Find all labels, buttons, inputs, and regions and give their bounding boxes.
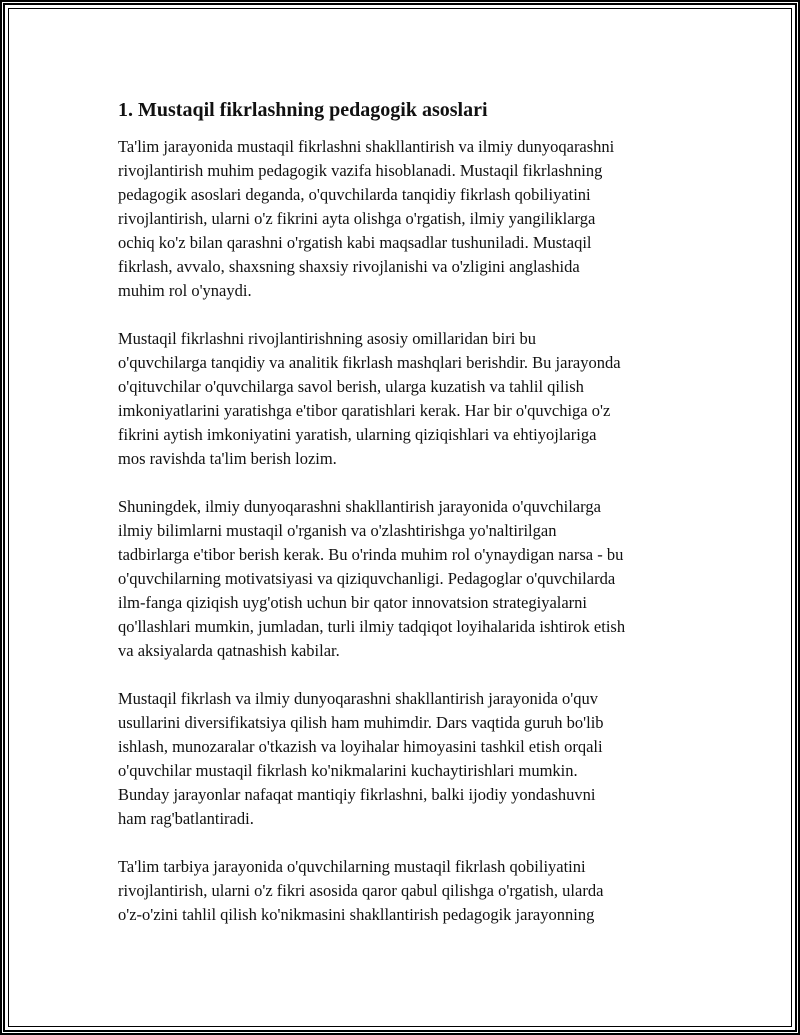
text-line: Mustaqil fikrlash va ilmiy dunyoqarashni shakllantirish jarayonida o'quv	[118, 689, 599, 708]
text-line: fikrlash, avvalo, shaxsning shaxsiy rivojlanishi va o'zligini anglashida	[118, 257, 580, 276]
text-line: Mustaqil fikrlashni rivojlantirishning asosiy omillaridan biri bu	[118, 329, 536, 348]
text-line: o'quvchilarga tanqidiy va analitik fikrlash mashqlari berishdir. Bu jarayonda	[118, 353, 621, 372]
text-line: ochiq ko'z bilan qarashni o'rgatish kabi maqsadlar tushuniladi. Mustaqil	[118, 233, 592, 252]
text-line: rivojlantirish, ularni o'z fikri asosida qaror qabul qilishga o'rgatish, ularda	[118, 881, 604, 900]
text-line: usullarini diversifikatsiya qilish ham muhimdir. Dars vaqtida guruh bo'lib	[118, 713, 604, 732]
text-line: ilm-fanga qiziqish uyg'otish uchun bir qator innovatsion strategiyalarni	[118, 593, 588, 612]
text-line: Ta'lim jarayonida mustaqil fikrlashni shakllantirish va ilmiy dunyoqarashni	[118, 137, 615, 156]
text-line: pedagogik asoslari deganda, o'quvchilarda tanqidiy fikrlash qobiliyatini	[118, 185, 591, 204]
text-line: mos ravishda ta'lim berish lozim.	[118, 449, 337, 468]
text-line: ham rag'batlantiradi.	[118, 809, 254, 828]
text-line: ishlash, munozaralar o'tkazish va loyihalar himoyasini tashkil etish orqali	[118, 737, 603, 756]
paragraph-list	[118, 135, 698, 927]
text-line: o'quvchilarning motivatsiyasi va qiziquvchanligi. Pedagoglar o'quvchilarda	[118, 569, 616, 588]
text-line: Shuningdek, ilmiy dunyoqarashni shakllantirish jarayonida o'quvchilarga	[118, 497, 601, 516]
document-body	[118, 97, 698, 951]
text-line: tadbirlarga e'tibor berish kerak. Bu o'rinda muhim rol o'ynaydigan narsa - bu	[118, 545, 624, 564]
paragraph	[118, 687, 698, 831]
text-line: o'z-o'zini tahlil qilish ko'nikmasini shakllantirish pedagogik jarayonning	[118, 905, 595, 924]
text-line: rivojlantirish muhim pedagogik vazifa hisoblanadi. Mustaqil fikrlashning	[118, 161, 603, 180]
text-line: fikrini aytish imkoniyatini yaratish, ularning qiziqishlari va ehtiyojlariga	[118, 425, 597, 444]
text-line: Bunday jarayonlar nafaqat mantiqiy fikrlashni, balki ijodiy yondashuvni	[118, 785, 596, 804]
text-line: Ta'lim tarbiya jarayonida o'quvchilarning mustaqil fikrlash qobiliyatini	[118, 857, 586, 876]
text-line: va aksiyalarda qatnashish kabilar.	[118, 641, 340, 660]
paragraph	[118, 495, 698, 663]
paragraph	[118, 135, 698, 303]
text-line: muhim rol o'ynaydi.	[118, 281, 252, 300]
text-line: rivojlantirish, ularni o'z fikrini ayta olishga o'rgatish, ilmiy yangiliklarga	[118, 209, 596, 228]
text-line: imkoniyatlarini yaratishga e'tibor qaratishlari kerak. Har bir o'quvchiga o'z	[118, 401, 611, 420]
paragraph	[118, 327, 698, 471]
text-line: qo'llashlari mumkin, jumladan, turli ilmiy tadqiqot loyihalarida ishtirok etish	[118, 617, 626, 636]
text-line: ilmiy bilimlarni mustaqil o'rganish va o'zlashtirishga yo'naltirilgan	[118, 521, 557, 540]
text-line: o'quvchilar mustaqil fikrlash ko'nikmalarini kuchaytirishlari mumkin.	[118, 761, 578, 780]
text-line: o'qituvchilar o'quvchilarga savol berish, ularga kuzatish va tahlil qilish	[118, 377, 584, 396]
paragraph	[118, 855, 698, 927]
section-heading: 1. Mustaqil fikrlashning pedagogik asoslari	[118, 99, 488, 121]
